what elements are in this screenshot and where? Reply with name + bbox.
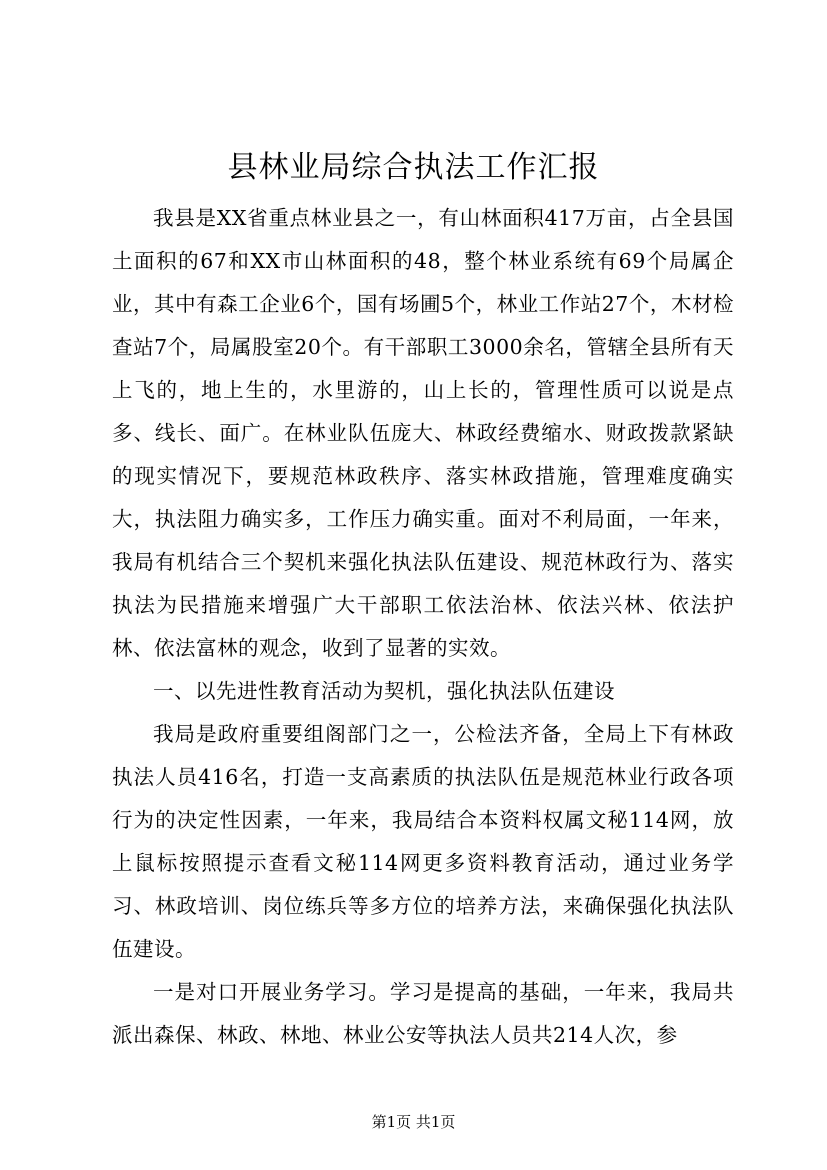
paragraph-item-1: 一是对口开展业务学习。学习是提高的基础，一年来，我局共派出森保、林政、林地、林业公安等执法人员共214人次，参 — [112, 980, 734, 1047]
page-footer: 第1页 共1页 — [371, 1113, 456, 1131]
section-heading-1: 一、以先进性教育活动为契机，强化执法队伍建设 — [153, 679, 615, 703]
paragraph-intro: 我县是XX省重点林业县之一，有山林面积417万亩，占全县国土面积的67和XX市山林面积的48，整个林业系统有69个局属企业，其中有森工企业6个，国有场圃5个，林业工作站27个，木材检查站7个，局属股室20个。有干部职工3000余名，管辖全县所有天上飞的，地上生的，水里游的，山上长的，管理性质可以说是点多、线长、面广。在林业队伍庞大、林政经费缩水、财政拨款紧缺的现实情况下，要规范林政秩序、落实林政措施，管理难度确实大，执法阻力确实多，工作压力确实重。面对不利局面，一年来，我局有机结合三个契机来强化执法队伍建设、规范林政行为、落实执法为民措施来增强广大干部职工依法治林、依法兴林、依法护林、依法富林的观念，收到了显著的实效。 — [112, 206, 734, 660]
paragraph-section-1: 我局是政府重要组阁部门之一，公检法齐备，全局上下有林政执法人员416名，打造一支高素质的执法队伍是规范林业行政各项行为的决定性因素，一年来，我局结合本资料权属文秘114网，放上鼠标按照提示查看文秘114网更多资料教育活动，通过业务学习、林政培训、岗位练兵等多方位的培养方法，来确保强化执法队伍建设。 — [112, 722, 734, 961]
document-body — [112, 197, 734, 1057]
document-title: 县林业局综合执法工作汇报 — [227, 150, 600, 185]
